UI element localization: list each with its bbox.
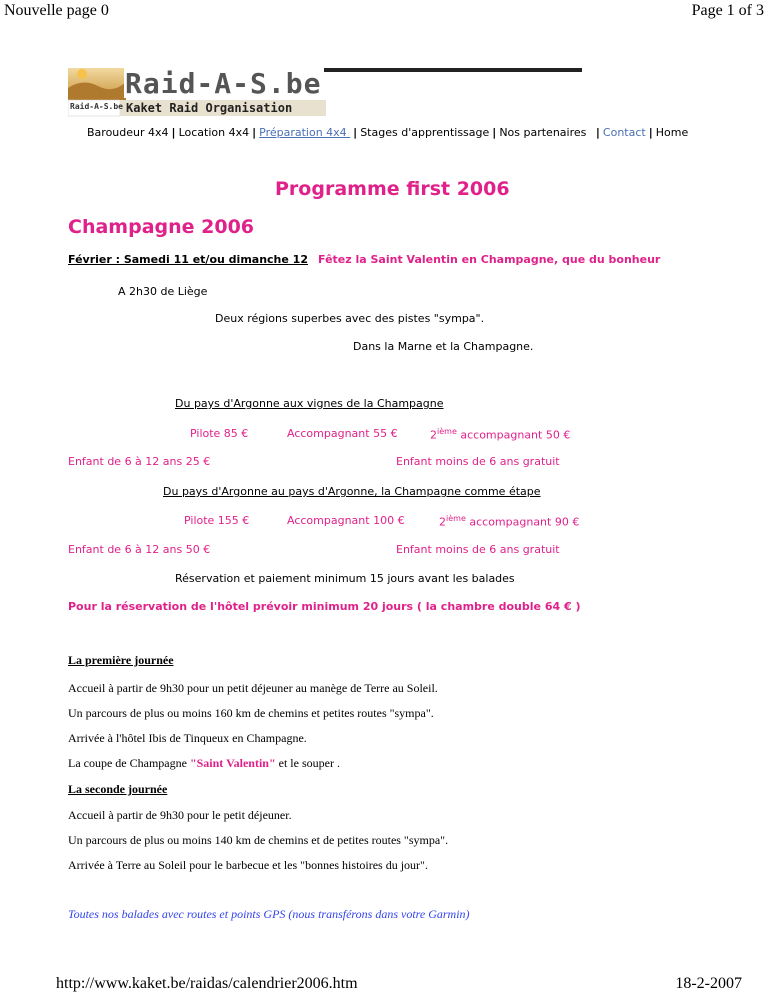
saint-valentin-em: "Saint Valentin" [189,756,276,770]
print-footer-url: http://www.kaket.be/raidas/calendrier2006.htm [56,975,358,992]
route2-second-sup: ième [446,514,466,523]
day1-line1: Accueil à partir de 9h30 pour un petit déjeuner au manège de Terre au Soleil. [68,681,438,695]
regions-text: Deux régions superbes avec des pistes "sympa". [215,312,485,325]
print-header-page: Page 1 of 3 [691,2,764,19]
day1-title: La première journée [68,653,174,667]
route2-child: Enfant de 6 à 12 ans 50 € [68,543,211,556]
nav-separator: | [171,126,176,139]
day1-line4-pre: La coupe de Champagne [68,756,190,770]
date-label: Février : Samedi 11 et/ou dimanche 12 [68,253,308,266]
print-header-title: Nouvelle page 0 [4,2,109,19]
route2-accompagnant: Accompagnant 100 € [287,514,405,527]
route2-second-rest: accompagnant 90 € [465,515,580,529]
route1-second-num: 2 [430,428,437,442]
site-logo[interactable] [68,66,326,118]
route1-child-free: Enfant moins de 6 ans gratuit [396,455,560,468]
nav-stages[interactable]: Stages d'apprentissage [360,126,490,139]
page-title: Programme first 2006 [275,178,510,200]
nav-home[interactable]: Home [655,126,689,139]
nav-baroudeur[interactable]: Baroudeur 4x4 [87,126,169,139]
logo-main-text: Raid-A-S.be [125,67,322,100]
top-nav [87,126,688,139]
print-footer-date: 18-2-2007 [675,975,742,992]
nav-location[interactable]: Location 4x4 [178,126,250,139]
route2-child-free: Enfant moins de 6 ans gratuit [396,543,560,556]
gps-note: Toutes nos balades avec routes et points GPS (nous transférons dans votre Garmin) [68,907,470,921]
marne-text: Dans la Marne et la Champagne. [353,340,534,353]
reservation-text: Réservation et paiement minimum 15 jours avant les balades [175,572,515,585]
day2-title: La seconde journée [68,782,168,796]
day1-line2: Un parcours de plus ou moins 160 km de chemins et petites routes "sympa". [68,706,434,720]
nav-contact[interactable]: Contact [602,126,646,139]
route2-pilote: Pilote 155 € [184,514,250,527]
nav-separator: | [353,126,358,139]
day1-line3: Arrivée à l'hôtel Ibis de Tinqueux en Champagne. [68,731,307,745]
nav-separator: | [595,126,600,139]
route1-second-sup: ième [437,427,457,436]
day1-line4 [68,756,340,771]
nav-preparation[interactable]: Préparation 4x4 [259,126,351,139]
logo-badge: Raid-A-S.be [70,102,123,111]
route1-child: Enfant de 6 à 12 ans 25 € [68,455,211,468]
nav-partenaires[interactable]: Nos partenaires [499,126,590,139]
section-title: Champagne 2006 [68,216,255,238]
nav-separator: | [648,126,653,139]
day2-line2: Un parcours de plus ou moins 140 km de chemins et de petites routes "sympa". [68,833,449,847]
route1-pilote: Pilote 85 € [190,427,249,440]
route1-title: Du pays d'Argonne aux vignes de la Champagne [175,397,444,410]
route2-second-accompagnant [439,514,579,529]
route1-accompagnant: Accompagnant 55 € [287,427,398,440]
route2-title: Du pays d'Argonne au pays d'Argonne, la Champagne comme étape [163,485,541,498]
route1-second-accompagnant [430,427,570,442]
day1-line4-post: et le souper . [275,756,340,770]
distance-text: A 2h30 de Liège [118,285,208,298]
hotel-text: Pour la réservation de l'hôtel prévoir minimum 20 jours ( la chambre double 64 € ) [68,600,581,613]
nav-separator: | [492,126,497,139]
day2-line3: Arrivée à Terre au Soleil pour le barbecue et les "bonnes histoires du jour". [68,858,428,872]
nav-separator: | [252,126,257,139]
route2-second-num: 2 [439,515,446,529]
route1-second-rest: accompagnant 50 € [456,428,571,442]
date-tagline: Fêtez la Saint Valentin en Champagne, que du bonheur [318,253,661,266]
day2-line1: Accueil à partir de 9h30 pour le petit déjeuner. [68,808,292,822]
logo-sub-text: Kaket Raid Organisation [126,101,293,115]
